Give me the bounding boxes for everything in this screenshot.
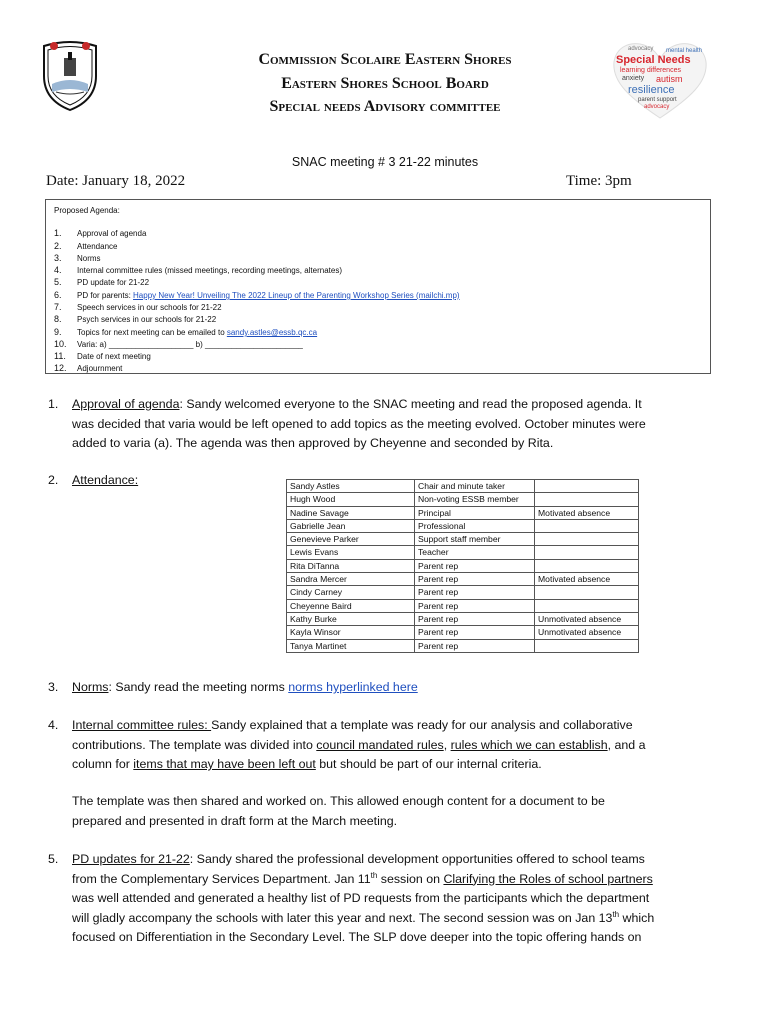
attendance-role-cell: Parent rep <box>415 559 535 572</box>
attendance-row <box>287 573 639 586</box>
attendance-role-cell: Parent rep <box>415 573 535 586</box>
attendance-status-cell: Motivated absence <box>535 506 639 519</box>
agenda-item: 7. Speech services in our schools for 21-22 <box>54 302 222 312</box>
section-3-number: 3. <box>48 680 59 694</box>
parenting-workshop-link[interactable]: Happy New Year! Unveiling The 2022 Lineup of the Parenting Workshop Series (mailchi.mp) <box>133 291 460 300</box>
attendance-row <box>287 586 639 599</box>
meeting-time: Time: 3pm <box>566 173 632 189</box>
heart-word-special-needs: Special Needs <box>616 54 691 66</box>
attendance-row <box>287 626 639 639</box>
attendance-role-cell: Teacher <box>415 546 535 559</box>
attendance-status-cell <box>535 599 639 612</box>
section-4-internal-rules: Internal committee rules: Sandy explained that a template was ready for our analysis and collaborative contributions. The template was divided into council mandated rules, rules which we can establish, and a column for items that may have been left out but should be part of our internal criteria. <box>72 718 646 771</box>
agenda-item: 9. Topics for next meeting can be emailed to sandy.astles@essb.qc.ca <box>54 327 318 337</box>
attendance-name-cell: Sandra Mercer <box>287 573 415 586</box>
section-2-attendance <box>72 471 272 491</box>
section-4-heading: Internal committee rules: <box>72 718 212 732</box>
attendance-status-cell: Motivated absence <box>535 573 639 586</box>
attendance-name-cell: Cheyenne Baird <box>287 599 415 612</box>
attendance-status-cell <box>535 559 639 572</box>
heart-word-advocacy: advocacy <box>644 104 670 110</box>
attendance-row <box>287 506 639 519</box>
attendance-row <box>287 559 639 572</box>
attendance-name-cell: Nadine Savage <box>287 506 415 519</box>
section-1-approval: Approval of agenda: Sandy welcomed everyone to the SNAC meeting and read the proposed agenda. It was decided that varia would be left opened to add topics as the meeting evolved. October minutes were added to varia (a). The agenda was then approved by Cheyenne and seconded by Rita. <box>72 397 646 450</box>
attendance-row <box>287 546 639 559</box>
attendance-row <box>287 480 639 493</box>
attendance-status-cell <box>535 519 639 532</box>
attendance-role-cell: Chair and minute taker <box>415 480 535 493</box>
special-needs-heart-logo <box>610 40 710 120</box>
attendance-role-cell: Parent rep <box>415 599 535 612</box>
attendance-status-cell <box>535 546 639 559</box>
section-2-heading: Attendance: <box>72 473 139 487</box>
attendance-name-cell: Genevieve Parker <box>287 533 415 546</box>
attendance-name-cell: Kathy Burke <box>287 612 415 625</box>
attendance-row <box>287 612 639 625</box>
heart-word-parent-support: parent support <box>638 97 677 103</box>
attendance-name-cell: Gabrielle Jean <box>287 519 415 532</box>
attendance-role-cell: Parent rep <box>415 626 535 639</box>
heart-word-anxiety: anxiety <box>622 75 645 82</box>
attendance-status-cell <box>535 586 639 599</box>
attendance-status-cell <box>535 493 639 506</box>
section-3-heading: Norms <box>72 680 109 694</box>
section-1-number: 1. <box>48 397 59 411</box>
attendance-row <box>287 493 639 506</box>
attendance-status-cell <box>535 533 639 546</box>
section-2-number: 2. <box>48 473 59 487</box>
section-5-heading: PD updates for 21-22 <box>72 852 190 866</box>
attendance-name-cell: Tanya Martinet <box>287 639 415 652</box>
heart-word-1: advocacy <box>628 46 654 52</box>
attendance-name-cell: Hugh Wood <box>287 493 415 506</box>
agenda-item: 8. Psych services in our schools for 21-22 <box>54 314 217 324</box>
agenda-item: 1. Approval of agenda <box>54 228 147 238</box>
section-5-number: 5. <box>48 852 59 866</box>
section-4-paragraph-2: The template was then shared and worked on. This allowed enough content for a document to be prepared and presented in draft form at the March meeting. <box>72 794 605 828</box>
meeting-title: SNAC meeting # 3 21-22 minutes <box>291 155 479 169</box>
email-link[interactable]: sandy.astles@essb.qc.ca <box>226 328 318 337</box>
attendance-role-cell: Parent rep <box>415 586 535 599</box>
section-1-heading: Approval of agenda <box>72 397 180 411</box>
agenda-item: 11. Date of next meeting <box>54 351 151 361</box>
agenda-item: 3. Norms <box>54 253 101 263</box>
attendance-name-cell: Sandy Astles <box>287 480 415 493</box>
attendance-name-cell: Lewis Evans <box>287 546 415 559</box>
attendance-status-cell: Unmotivated absence <box>535 626 639 639</box>
attendance-status-cell <box>535 480 639 493</box>
agenda-item: 6. PD for parents: Happy New Year! Unveiling The 2022 Lineup of the Parenting Workshop Series (mailchi.mp) <box>54 290 460 300</box>
heart-word-autism: autism <box>656 74 683 84</box>
agenda-item: 2. Attendance <box>54 241 118 251</box>
agenda-item: 12. Adjournment <box>54 363 123 373</box>
agenda-item: 5. PD update for 21-22 <box>54 277 150 287</box>
header-line-1: Commission Scolaire Eastern Shores <box>258 51 512 68</box>
section-4-number: 4. <box>48 718 59 732</box>
attendance-row <box>287 519 639 532</box>
attendance-role-cell: Parent rep <box>415 639 535 652</box>
attendance-name-cell: Cindy Carney <box>287 586 415 599</box>
attendance-name-cell: Rita DiTanna <box>287 559 415 572</box>
attendance-name-cell: Kayla Winsor <box>287 626 415 639</box>
attendance-role-cell: Support staff member <box>415 533 535 546</box>
attendance-table <box>286 479 639 653</box>
heart-word-2: mental health <box>666 48 703 54</box>
agenda-item: 10. Varia: a) ___________________ b) ______________________ <box>54 339 303 349</box>
section-5-pd-updates: PD updates for 21-22: Sandy shared the professional development opportunities offered to school teams from the Complementary Services Department. Jan 11th session on Clarifying the Roles of school partners was well attended and generated a healthy list of PD requests from the participants which the department will gladly accompany the schools with later this year and next. The second session was on Jan 13th which focused on Differentiation in the Secondary Level. The SLP dove deeper into the topic offering hands on <box>72 852 655 944</box>
agenda-title: Proposed Agenda: <box>54 206 120 215</box>
meeting-date: Date: January 18, 2022 <box>46 173 186 189</box>
heart-word-resilience: resilience <box>628 84 675 96</box>
attendance-row <box>287 533 639 546</box>
agenda-item: 4. Internal committee rules (missed meetings, recording meetings, alternates) <box>54 265 342 275</box>
attendance-role-cell: Principal <box>415 506 535 519</box>
attendance-role-cell: Non-voting ESSB member <box>415 493 535 506</box>
attendance-status-cell <box>535 639 639 652</box>
attendance-role-cell: Professional <box>415 519 535 532</box>
proposed-agenda-box <box>45 199 711 374</box>
norms-link[interactable]: norms hyperlinked here <box>288 680 418 694</box>
header-line-3: Special needs Advisory committee <box>269 98 501 115</box>
attendance-status-cell: Unmotivated absence <box>535 612 639 625</box>
section-3-norms: Norms: Sandy read the meeting norms norms hyperlinked here <box>72 680 418 694</box>
attendance-row <box>287 599 639 612</box>
attendance-role-cell: Parent rep <box>415 612 535 625</box>
heart-word-4: learning differences <box>620 67 681 74</box>
header-line-2: Eastern Shores School Board <box>281 75 489 92</box>
attendance-row <box>287 639 639 652</box>
